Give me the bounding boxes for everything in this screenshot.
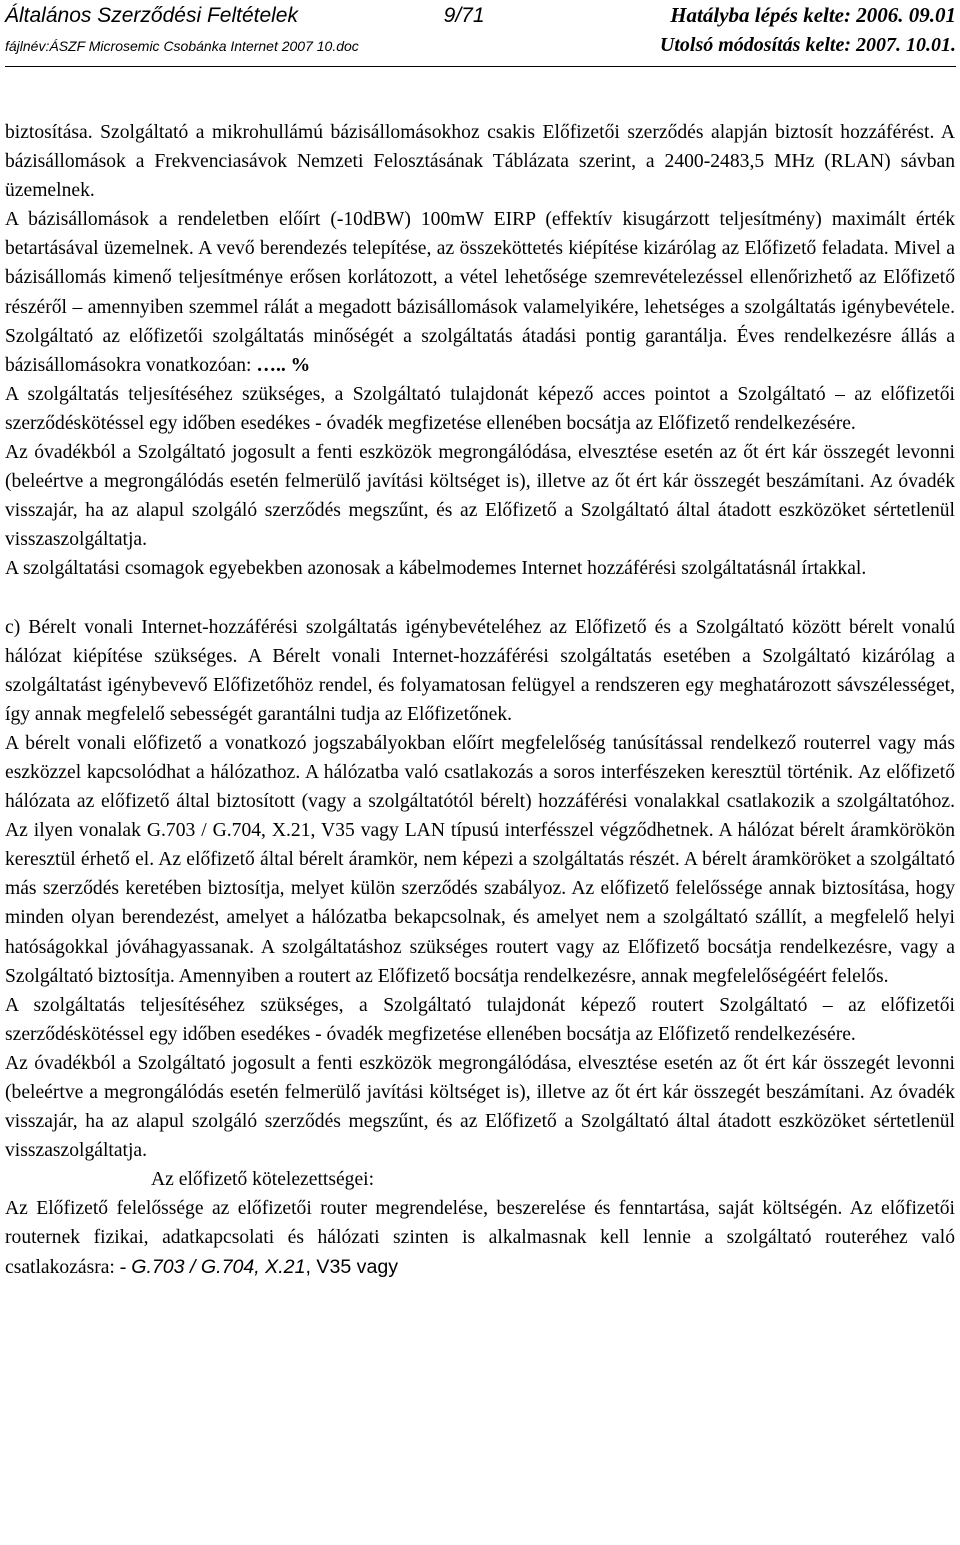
page-header xyxy=(5,0,956,67)
document-body xyxy=(5,118,955,1282)
effective-date: Hatályba lépés kelte: 2006. 09.01 xyxy=(670,3,956,27)
modified-date: Utolsó módosítás kelte: 2007. 10.01. xyxy=(659,34,956,56)
paragraph: A szolgáltatás teljesítéséhez szükséges, a Szolgáltató tulajdonát képező routert Szolgáltató – az előfizetői szerződéskötéssel egy időben esedékes - óvadék megfizetése ellenében bocsátja az Előfizető rendelkezésére. xyxy=(5,994,955,1045)
paragraph: biztosítása. Szolgáltató a mikrohullámú bázisállomásokhoz csakis Előfizetői szerződés alapján biztosít hozzáférést. A bázisállomások a Frekvenciasávok Nemzeti Felosztásának Táblázata szerint, a 2400-2483,5 MHz (RLAN) sávban üzemelnek. xyxy=(5,122,955,202)
paragraph xyxy=(5,1194,955,1281)
paragraph: A bérelt vonali előfizető a vonatkozó jogszabályokban előírt megfelelőség tanúsítással rendelkező routerrel vagy más eszközzel kapcsolódhat a hálózathoz. A hálózatba való csatlakozás a soros interfészeken keresztül történik. Az előfizető hálózata az előfizető által biztosított (vagy a szolgáltatótól bérelt) hozzáférési vonalakkal csatlakozik a szolgáltatóhoz. Az ilyen vonalak G.703 / G.704, X.21, V35 vagy LAN típusú interfésszel végződhetnek. A hálózat bérelt áramkörökön keresztül érhető el. Az előfizető által bérelt áramkör, nem képezi a szolgáltatás részét. A bérelt áramköröket a szolgáltató más szerződés keretében biztosítja, melyet külön szerződés szabályoz. Az előfizető felelőssége annak biztosítása, hogy minden olyan berendezést, amelyet a hálózatba bekapcsolnak, és amelyet nem a szolgáltató szállít, a megfelelő helyi hatóságokkal jóváhagyassanak. A szolgáltatáshoz szükséges routert vagy az Előfizető bocsátja rendelkezésre, vagy a Szolgáltató biztosítja. Amennyiben a routert az Előfizető bocsátja rendelkezésre, annak megfelelőségéért felelős. xyxy=(5,732,955,987)
paragraph-text: Az Előfizető felelőssége az előfizetői router megrendelése, beszerelése és fenntartása, saját költségén. Az előfizetői routernek fizikai, adatkapcsolati és hálózati szinten is alkalmasnak kell lennie a szolgáltató routeréhez való csatlakozásra: - xyxy=(5,1198,955,1278)
availability-percent: ….. % xyxy=(256,354,311,376)
paragraph xyxy=(5,205,955,380)
paragraph: A szolgáltatás teljesítéséhez szükséges, a Szolgáltató tulajdonát képező acces pointot a Szolgáltató – az előfizetői szerződéskötéssel egy időben esedékes - óvadék megfizetése ellenében bocsátja az Előfizető rendelkezésére. xyxy=(5,383,955,434)
section-heading: Az előfizető kötelezettségei: xyxy=(151,1169,375,1191)
paragraph: Az óvadékból a Szolgáltató jogosult a fenti eszközök megrongálódása, elvesztése esetén az őt ért kár összegét levonni (beleértve a megrongálódás esetén felmerülő javítási költséget is), illetve az őt ért kár összegét beszámítani. Az óvadék visszajár, ha az alapul szolgáló szerződés megszűnt, és az Előfizető a Szolgáltató által átadott eszközöket sértetlenül visszaszolgáltatja. xyxy=(5,1052,955,1162)
document-title: Általános Szerződési Feltételek xyxy=(5,4,298,27)
paragraph: A szolgáltatási csomagok egyebekben azonosak a kábelmodemes Internet hozzáférési szolgáltatásnál írtakkal. xyxy=(5,558,867,580)
paragraph: c) Bérelt vonali Internet-hozzáférési szolgáltatás igénybevételéhez az Előfizető és a Szolgáltató között bérelt vonalú hálózat kiépítése szükséges. A Bérelt vonali Internet-hozzáférési szolgáltatás esetében a Szolgáltató kizárólag a szolgáltatást igénybevevő Előfizetőhöz rendel, és folyamatosan felügyel a rendszeren egy meghatározott sávszélességet, így annak megfelelő sebességét garantálni tudja az Előfizetőnek. xyxy=(5,616,955,725)
interface-standards: G.703 / G.704, X.21 xyxy=(131,1255,306,1278)
paragraph: Az óvadékból a Szolgáltató jogosult a fenti eszközök megrongálódása, elvesztése esetén az őt ért kár összegét levonni (beleértve a megrongálódás esetén felmerülő javítási költséget is), illetve az őt ért kár összegét beszámítani. Az óvadék visszajár, ha az alapul szolgáló szerződés megszűnt, és az Előfizető a Szolgáltató által átadott eszközöket sértetlenül visszaszolgáltatja. xyxy=(5,442,955,551)
page-number: 9/71 xyxy=(443,4,485,27)
paragraph-text: A bázisállomások a rendeletben előírt (-10dBW) 100mW EIRP (effektív kisugárzott teljesítmény) maximált érték betartásával üzemelnek. A vevő berendezés telepítése, az összeköttetés kiépítése kizárólag az Előfizető feladata. Mivel a bázisállomás kimenő teljesítménye erősen korlátozott, a vétel lehetősége szemrevételezéssel ellenőrizhető az Előfizető részéről – amennyiben szemmel rálát a megadott bázisállomások valamelyikére, lehetséges a szolgáltatás igénybevétele. Szolgáltató az előfizetői szolgáltatás minőségét a szolgáltatás átadási pontig garantálja. Éves rendelkezésre állás a bázisállomásokra vonatkozóan: xyxy=(5,209,955,376)
interface-standards-tail: , V35 vagy xyxy=(305,1255,399,1278)
header-row-bottom xyxy=(5,34,956,57)
header-row-top xyxy=(5,3,956,28)
file-name: fájlnév:ÁSZF Microsemic Csobánka Internet 2007 10.doc xyxy=(5,38,359,54)
paragraph-gap xyxy=(5,584,955,613)
